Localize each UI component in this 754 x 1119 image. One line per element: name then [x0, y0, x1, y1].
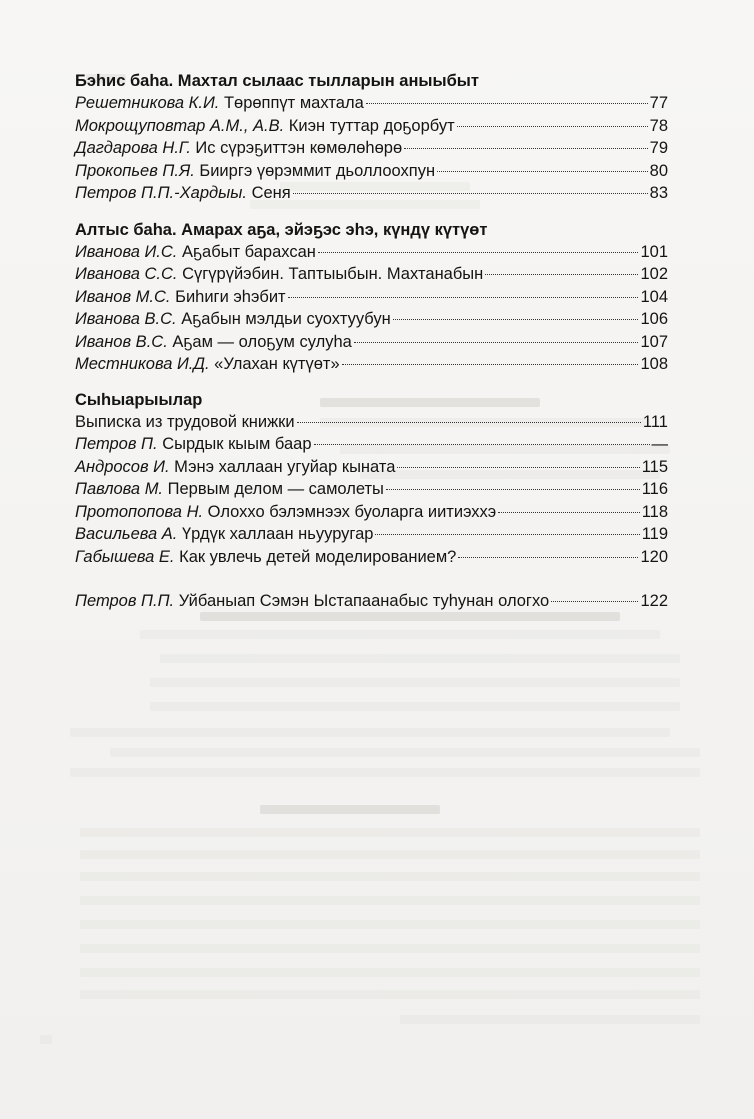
section-title: Сыһыарыылар: [75, 390, 203, 409]
toc-section: [75, 70, 668, 205]
spacer: [75, 568, 668, 590]
entry-page: 83: [649, 184, 668, 202]
entry-page: 118: [641, 502, 668, 521]
entry-page: 104: [640, 287, 668, 306]
entry-title: Мэнэ халлаан угуйар кыната: [174, 457, 396, 476]
entry-author: Андросов И.: [75, 457, 170, 476]
entry-title: Уйбаныап Сэмэн Ыстапаанабыс туһунан ологхо: [178, 592, 550, 610]
entry-author: Иванова В.С.: [75, 310, 177, 328]
entry-page: 119: [641, 525, 668, 543]
entry-title: Сеня: [251, 184, 291, 202]
toc-entry[interactable]: [75, 456, 668, 479]
toc-entry[interactable]: [75, 115, 668, 138]
entry-title: Аҕабын мэлдьи суохтуубун: [181, 310, 391, 328]
entry-page: 115: [641, 457, 668, 476]
toc-entry[interactable]: [75, 546, 668, 569]
entry-author: Иванов В.С.: [75, 332, 168, 351]
entry-title: Аҕам — олоҕум сулуһа: [172, 332, 352, 351]
entry-title: Бииргэ үөрэммит дьоллоохпун: [199, 161, 436, 180]
entry-page: 107: [640, 332, 668, 351]
section-title: Бэһис баһа. Махтал сылаас тылларын аныыбыт: [75, 72, 479, 90]
dot-leader: [457, 126, 648, 127]
entry-title: Олоххо бэлэмнээх буоларга иитиэххэ: [207, 502, 497, 521]
dot-leader: [458, 557, 638, 558]
entry-author: Протопопова Н.: [75, 502, 204, 521]
dot-leader: [375, 534, 639, 535]
entry-author: Местникова И.Д.: [75, 355, 210, 373]
entry-author: Дагдарова Н.Г.: [75, 139, 191, 157]
toc-entry[interactable]: [75, 263, 668, 286]
toc-section: [75, 389, 668, 569]
entry-author: Иванова С.С.: [75, 265, 178, 283]
entry-page: 80: [649, 161, 668, 180]
toc-entry[interactable]: [75, 286, 668, 309]
entry-author: Прокопьев П.Я.: [75, 161, 195, 180]
section-title: Алтыс баһа. Амарах аҕа, эйэҕэс эһэ, күндү күтүөт: [75, 220, 488, 239]
entry-page: 120: [640, 547, 668, 566]
entry-page: 111: [642, 412, 668, 431]
dot-leader: [437, 171, 648, 172]
entry-title: Выписка из трудовой книжки: [75, 412, 295, 431]
entry-author: Павлова М.: [75, 480, 164, 498]
entry-author: Габышева Е.: [75, 547, 175, 566]
dot-leader: [485, 274, 638, 275]
toc-entry[interactable]: [75, 137, 668, 160]
entry-author: Мокрощуповтар А.М., А.В.: [75, 116, 285, 135]
dot-leader: [297, 422, 641, 423]
toc-entry[interactable]: [75, 331, 668, 354]
dot-leader: [288, 297, 639, 298]
dot-leader: [397, 467, 639, 468]
toc-entry-final[interactable]: [75, 590, 668, 613]
entry-author: Решетникова К.И.: [75, 94, 220, 112]
toc-entry[interactable]: [75, 308, 668, 331]
entry-author: Васильева А.: [75, 525, 178, 543]
entry-title: Сүгүрүйэбин. Таптыыбын. Махтанабын: [182, 265, 484, 283]
dot-leader: [293, 193, 648, 194]
entry-title: Төрөппүт махтала: [223, 94, 364, 112]
dot-leader: [366, 103, 648, 104]
entry-page: 106: [640, 310, 668, 328]
entry-title: «Улахан күтүөт»: [214, 355, 340, 373]
dot-leader: [393, 319, 639, 320]
entry-page: 116: [641, 480, 668, 498]
toc-entry[interactable]: [75, 478, 668, 501]
entry-title: Ис сүрэҕиттэн көмөлөһөрө: [195, 139, 403, 157]
entry-title: Киэн туттар доҕорбут: [288, 116, 455, 135]
entry-page: 122: [640, 592, 668, 610]
table-of-contents: [75, 70, 668, 613]
entry-page: 77: [649, 94, 668, 112]
toc-entry[interactable]: [75, 160, 668, 183]
entry-title: Первым делом — самолеты: [167, 480, 384, 498]
spacer: [75, 205, 668, 219]
spacer: [75, 376, 668, 389]
entry-title: Үрдүк халлаан ньууругар: [181, 525, 374, 543]
entry-title: Биһиги эһэбит: [175, 287, 286, 306]
dot-leader: [314, 444, 650, 445]
toc-entry[interactable]: [75, 241, 668, 264]
entry-title: Как увлечь детей моделированием?: [179, 547, 457, 566]
dot-leader: [498, 512, 639, 513]
entry-author: Иванова И.С.: [75, 242, 178, 261]
entry-title: Сырдык кыым баар: [162, 435, 312, 453]
toc-entry[interactable]: [75, 182, 668, 205]
entry-page: 108: [640, 355, 668, 373]
dot-leader: [404, 148, 648, 149]
toc-entry[interactable]: [75, 501, 668, 524]
toc-entry[interactable]: [75, 92, 668, 115]
toc-entry[interactable]: [75, 353, 668, 376]
toc-section: [75, 219, 668, 376]
dot-leader: [354, 342, 639, 343]
entry-author: Петров П.П.: [75, 592, 175, 610]
toc-entry[interactable]: [75, 523, 668, 546]
toc-entry[interactable]: [75, 433, 668, 456]
entry-page: 102: [640, 265, 668, 283]
entry-title: Аҕабыт барахсан: [181, 242, 316, 261]
entry-page: 78: [649, 116, 668, 135]
dot-leader: [386, 489, 640, 490]
entry-author: Петров П.: [75, 435, 158, 453]
dot-leader: [551, 601, 638, 602]
entry-page: 101: [640, 242, 668, 261]
toc-entry[interactable]: [75, 411, 668, 434]
dot-leader: [318, 252, 639, 253]
entry-author: Петров П.П.-Хардыы.: [75, 184, 247, 202]
entry-author: Иванов М.С.: [75, 287, 171, 306]
entry-page: 79: [649, 139, 668, 157]
dot-leader: [342, 364, 639, 365]
entry-page: —: [651, 435, 668, 453]
